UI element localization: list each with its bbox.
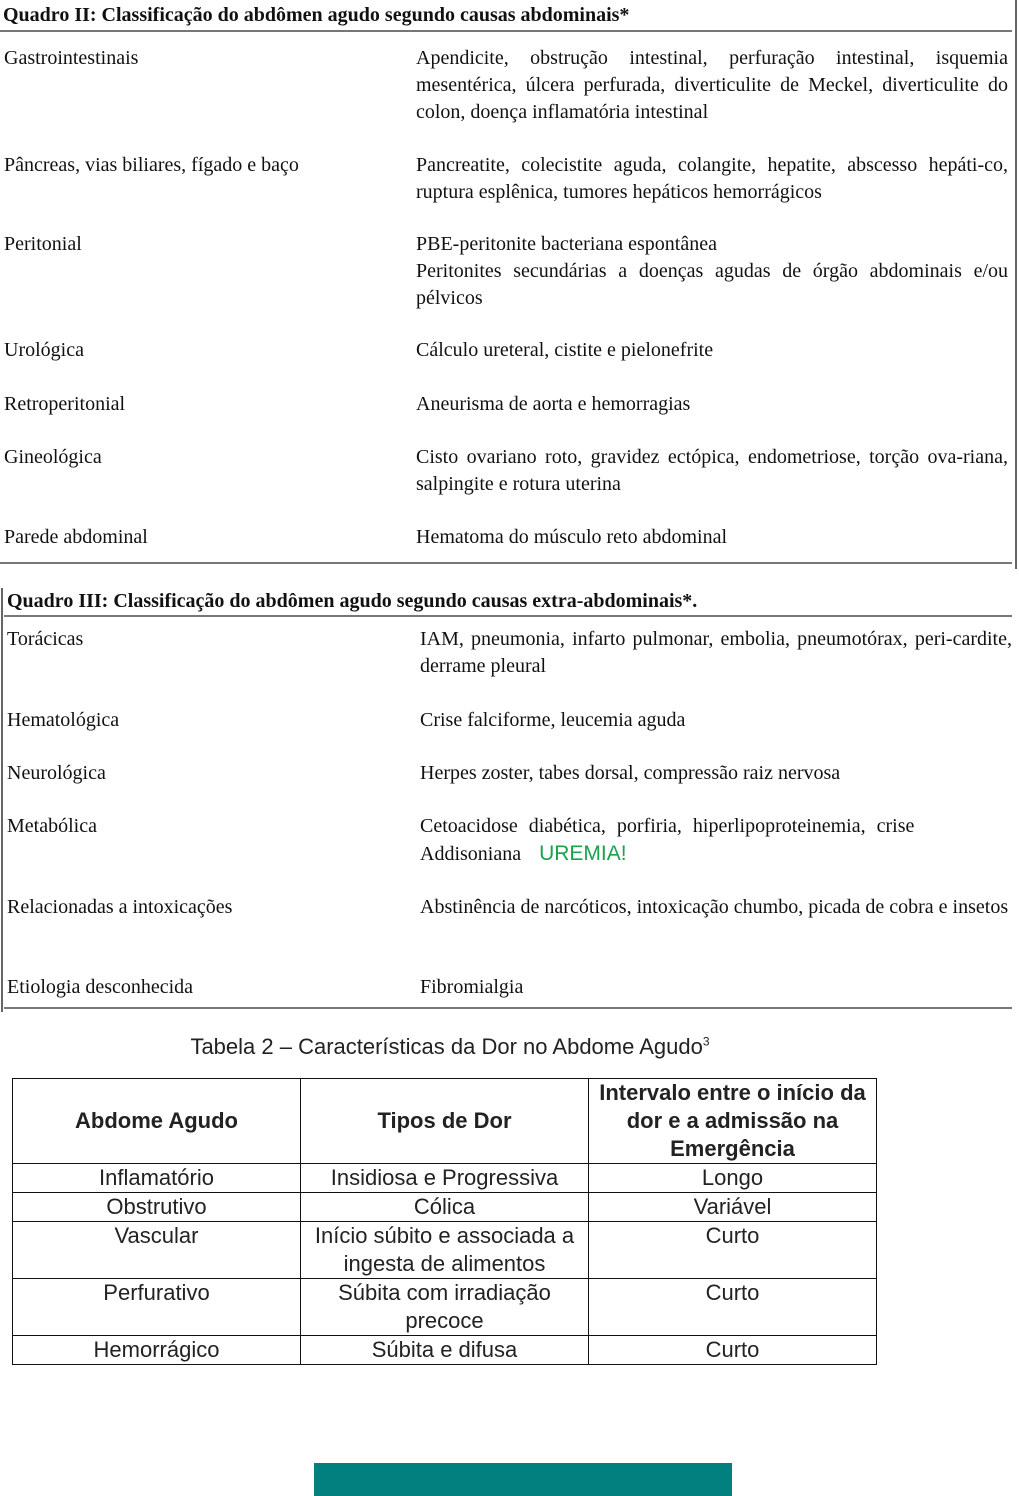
header-cell: Abdome Agudo xyxy=(13,1079,301,1164)
cell: Início súbito e associada a ingesta de alimentos xyxy=(301,1222,589,1279)
header-row xyxy=(13,1079,877,1164)
uremia-annotation: UREMIA! xyxy=(539,842,627,865)
category: Hematológica xyxy=(7,709,120,731)
cell: Curto xyxy=(589,1222,877,1279)
causes: Herpes zoster, tabes dorsal, compressão raiz nervosa xyxy=(420,762,841,784)
cell: Súbita com irradiação precoce xyxy=(301,1279,589,1336)
causes-line: Peritonites secundárias a doenças agudas de órgão abdominais e/ou pélvicos xyxy=(416,260,1008,309)
causes: Pancreatite, colecistite aguda, colangite, hepatite, abscesso hepáti-co, ruptura esplênica, tumores hepáticos hemorrágicos xyxy=(416,154,1008,203)
divider xyxy=(0,562,1012,564)
quadro-3-title: Quadro III: Classificação do abdômen agudo segundo causas extra-abdominais*. xyxy=(7,590,698,612)
causes xyxy=(420,813,1012,868)
category: Urológica xyxy=(4,339,84,361)
category: Metabólica xyxy=(7,815,97,837)
tabela-2 xyxy=(12,1078,877,1365)
table-row xyxy=(13,1222,877,1279)
category: Retroperitonial xyxy=(4,393,126,415)
cell: Vascular xyxy=(13,1222,301,1279)
footer-bar xyxy=(314,1463,732,1496)
table-row xyxy=(13,1164,877,1193)
causes: Abstinência de narcóticos, intoxicação chumbo, picada de cobra e insetos xyxy=(420,896,1009,918)
category: Peritonial xyxy=(4,233,82,255)
category: Etiologia desconhecida xyxy=(7,976,194,998)
category: Pâncreas, vias biliares, fígado e baço xyxy=(4,154,299,176)
causes: Hematoma do músculo reto abdominal xyxy=(416,526,728,548)
divider xyxy=(4,1007,1012,1009)
causes: Crise falciforme, leucemia aguda xyxy=(420,709,686,731)
category: Relacionadas a intoxicações xyxy=(7,896,233,918)
divider xyxy=(0,30,1012,32)
cell: Cólica xyxy=(301,1193,589,1222)
cell: Curto xyxy=(589,1279,877,1336)
cell: Variável xyxy=(589,1193,877,1222)
cell: Curto xyxy=(589,1336,877,1365)
header-cell: Tipos de Dor xyxy=(301,1079,589,1164)
tabela-2-title xyxy=(0,1034,900,1060)
border xyxy=(1015,0,1017,569)
table-row xyxy=(13,1193,877,1222)
causes: Cálculo ureteral, cistite e pielonefrite xyxy=(416,339,714,361)
cell: Hemorrágico xyxy=(13,1336,301,1365)
cell: Súbita e difusa xyxy=(301,1336,589,1365)
causes-text: Cetoacidose diabética, porfiria, hiperlipoproteinemia, crise Addisoniana xyxy=(420,815,915,865)
causes: Apendicite, obstrução intestinal, perfuração intestinal, isquemia mesentérica, úlcera perfurada, diverticulite de Meckel, diverticulite do colon, doença inflamatória intestinal xyxy=(416,47,1008,123)
category: Torácicas xyxy=(7,628,84,650)
cell: Perfurativo xyxy=(13,1279,301,1336)
cell: Insidiosa e Progressiva xyxy=(301,1164,589,1193)
cell: Obstrutivo xyxy=(13,1193,301,1222)
border xyxy=(1,588,3,1012)
category: Parede abdominal xyxy=(4,526,148,548)
quadro-2-title: Quadro II: Classificação do abdômen agudo segundo causas abdominais* xyxy=(3,4,630,26)
footnote-ref: 3 xyxy=(702,1034,710,1049)
causes: Aneurisma de aorta e hemorragias xyxy=(416,393,691,415)
table-row xyxy=(13,1279,877,1336)
divider xyxy=(4,615,1012,617)
causes: Fibromialgia xyxy=(420,976,524,998)
causes: IAM, pneumonia, infarto pulmonar, embolia, pneumotórax, peri-cardite, derrame pleural xyxy=(420,628,1012,677)
title-text: Tabela 2 – Características da Dor no Abdome Agudo xyxy=(190,1034,703,1059)
causes xyxy=(416,231,1008,312)
causes: Cisto ovariano roto, gravidez ectópica, endometriose, torção ova-riana, salpingite e rotura uterina xyxy=(416,446,1008,495)
cell: Longo xyxy=(589,1164,877,1193)
category: Gastrointestinais xyxy=(4,47,139,69)
causes-line: PBE-peritonite bacteriana espontânea xyxy=(416,233,717,255)
cell: Inflamatório xyxy=(13,1164,301,1193)
category: Gineológica xyxy=(4,446,102,468)
category: Neurológica xyxy=(7,762,106,784)
table-row xyxy=(13,1336,877,1365)
header-cell: Intervalo entre o início da dor e a admissão na Emergência xyxy=(589,1079,877,1164)
